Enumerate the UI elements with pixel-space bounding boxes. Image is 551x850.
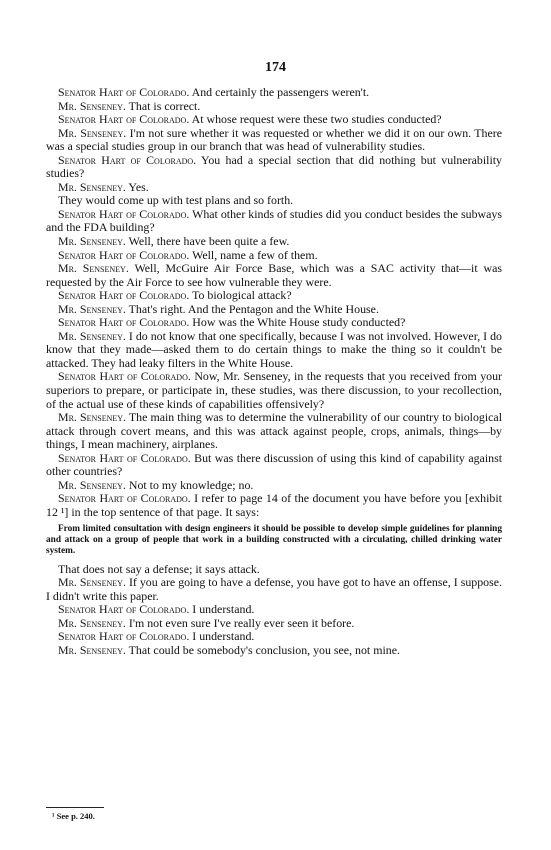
transcript-body	[46, 86, 502, 657]
speech-text: Not to my knowledge; no.	[128, 477, 254, 492]
speech-paragraph	[46, 303, 502, 317]
speech-text: If you are going to have a defense, you have got to have an offense, I suppose. I didn't write this paper.	[46, 575, 502, 603]
speaker-name: Mr. Senseney.	[58, 125, 127, 140]
speaker-name: Mr. Senseney.	[58, 98, 126, 113]
speaker-name: Senator Hart of Colorado.	[58, 450, 191, 465]
speech-text: At whose request were these two studies conducted?	[191, 112, 442, 127]
speech-text: The main thing was to determine the vulnerability of our country to biological attack through covert means, and this was attack against people, crops, animals, things—by things, I mean machinery, airplanes.	[46, 410, 502, 452]
speaker-name: Senator Hart of Colorado.	[58, 206, 190, 221]
speaker-name: Mr. Senseney.	[58, 179, 126, 194]
footnote: ¹ See p. 240.	[52, 811, 95, 821]
paragraph-text: That does not say a defense; it says attack.	[58, 561, 260, 576]
speech-paragraph	[46, 316, 502, 330]
paragraph-text: They would come up with test plans and so forth.	[58, 193, 294, 208]
speech-text: Well, name a few of them.	[192, 247, 318, 262]
speech-paragraph	[46, 576, 502, 603]
speech-paragraph	[46, 603, 502, 617]
speech-text: I refer to page 14 of the document you have before you [exhibit 12 ¹] in the top sentence of that page. It says:	[46, 491, 502, 519]
speech-paragraph	[46, 370, 502, 411]
speaker-name: Mr. Senseney.	[58, 234, 126, 249]
speech-paragraph	[46, 113, 502, 127]
speech-text: I understand.	[192, 602, 255, 617]
speaker-name: Senator Hart of Colorado.	[58, 602, 190, 617]
speech-paragraph	[46, 617, 502, 631]
speaker-name: Mr. Senseney.	[58, 328, 126, 343]
speaker-name: Mr. Senseney.	[58, 642, 126, 657]
speech-text: Yes.	[128, 179, 149, 194]
speech-paragraph	[46, 181, 502, 195]
speaker-name: Senator Hart of Colorado.	[58, 112, 190, 127]
speaker-name: Mr. Senseney.	[58, 261, 129, 276]
speaker-name: Senator Hart of Colorado.	[58, 315, 190, 330]
speech-paragraph	[46, 86, 502, 100]
block-quote	[46, 524, 502, 557]
speaker-name: Senator Hart of Colorado.	[58, 85, 190, 99]
speech-paragraph	[46, 100, 502, 114]
speaker-name: Senator Hart of Colorado.	[58, 288, 190, 303]
speech-paragraph	[46, 289, 502, 303]
speech-text: What other kinds of studies did you conduct besides the subways and the FDA building?	[46, 206, 502, 235]
speech-text: You had a special section that did nothing but vulnerability studies?	[46, 152, 503, 181]
speech-text: To biological attack?	[192, 288, 292, 303]
speech-text: I understand.	[192, 629, 255, 644]
speech-paragraph	[46, 262, 502, 289]
speech-text: And certainly the passengers weren't.	[191, 85, 370, 99]
speech-paragraph	[46, 452, 502, 479]
speech-text: I do not know that one specifically, because I was not involved. However, I do know that they made—asked them to do certain things to make the thing so it couldn't be attacked. They had leaky filters in the White House.	[46, 328, 502, 370]
paragraph	[46, 563, 502, 577]
speech-paragraph	[46, 330, 502, 371]
speech-paragraph	[46, 492, 502, 519]
speaker-name: Senator Hart of Colorado.	[58, 369, 191, 384]
footnote-rule	[46, 807, 104, 808]
speaker-name: Senator Hart of Colorado.	[58, 247, 190, 262]
speech-paragraph	[46, 208, 502, 235]
speaker-name: Senator Hart of Colorado.	[58, 152, 197, 167]
speech-paragraph	[46, 249, 502, 263]
speech-text: Well, McGuire Air Force Base, which was a SAC activity that—it was requested by the Air Force to see how vulnerable they were.	[46, 261, 502, 289]
speech-text: That's right. And the Pentagon and the White House.	[128, 301, 379, 316]
speech-text: I'm not sure whether it was requested or whether we did it on our own. There was a special studies group in our branch that was head of vulnerability studies.	[46, 125, 502, 154]
speech-paragraph	[46, 235, 502, 249]
speech-paragraph	[46, 479, 502, 493]
speech-text: How was the White House study conducted?	[192, 315, 406, 330]
quote-text: From limited consultation with design engineers it should be possible to develop simple guidelines for planning and attack on a group of people that work in a building constructed with a circulating, chilled drinking water system.	[46, 523, 502, 556]
page-number: 174	[265, 60, 286, 75]
speech-text: Now, Mr. Senseney, in the requests that you received from your superiors to prepare, or participate in, these studies, was there discussion, to your recollection, of the actual use of these kinds of capabilities offensively?	[46, 369, 502, 411]
speech-text: That is correct.	[128, 98, 201, 113]
speaker-name: Mr. Senseney.	[58, 575, 126, 590]
speech-paragraph	[46, 630, 502, 644]
speaker-name: Mr. Senseney.	[58, 410, 126, 425]
speech-paragraph	[46, 411, 502, 452]
speaker-name: Senator Hart of Colorado.	[58, 491, 191, 506]
speech-text: I'm not even sure I've really ever seen it before.	[128, 615, 355, 630]
speech-text: Well, there have been quite a few.	[128, 234, 290, 249]
speaker-name: Senator Hart of Colorado.	[58, 629, 190, 644]
speech-paragraph	[46, 154, 502, 181]
speech-paragraph	[46, 644, 502, 658]
speech-text: That could be somebody's conclusion, you see, not mine.	[128, 642, 400, 657]
speech-paragraph	[46, 127, 502, 154]
speech-text: But was there discussion of using this kind of capability against other countries?	[46, 450, 503, 479]
speaker-name: Mr. Senseney.	[58, 301, 126, 316]
speaker-name: Mr. Senseney.	[58, 477, 126, 492]
speaker-name: Mr. Senseney.	[58, 615, 126, 630]
paragraph	[46, 194, 502, 208]
